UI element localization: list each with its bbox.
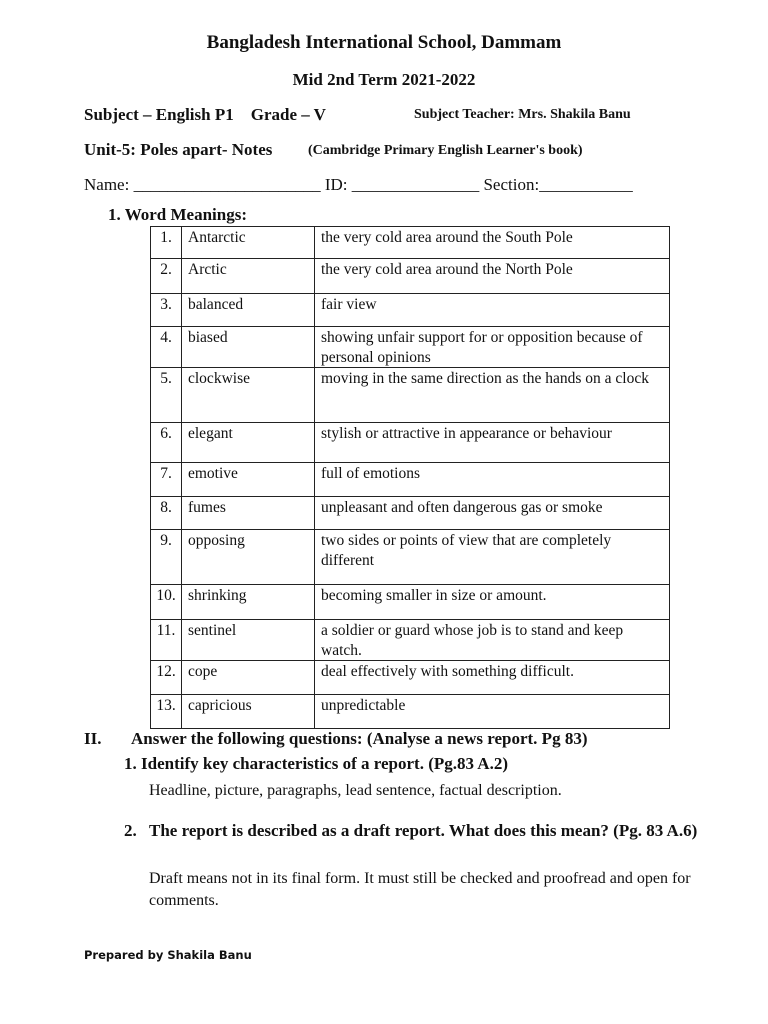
subject-grade: Subject – English P1 Grade – V — [84, 105, 326, 124]
row-meaning: the very cold area around the South Pole — [315, 227, 670, 259]
table-row — [151, 620, 670, 661]
table-row — [151, 368, 670, 423]
row-word: clockwise — [182, 368, 315, 423]
term-title: Mid 2nd Term 2021-2022 — [292, 70, 476, 89]
row-number: 11. — [151, 620, 182, 661]
row-meaning: showing unfair support for or opposition because of personal opinions — [315, 327, 670, 368]
row-word: opposing — [182, 530, 315, 585]
row-meaning: moving in the same direction as the hands on a clock — [315, 368, 670, 423]
row-meaning: a soldier or guard whose job is to stand and keep watch. — [315, 620, 670, 661]
table-row — [151, 463, 670, 497]
word-meanings-title: Word Meanings: — [124, 205, 248, 224]
table-row — [151, 423, 670, 463]
table-row — [151, 585, 670, 620]
question-number: 1. — [124, 754, 137, 773]
row-number: 4. — [151, 327, 182, 368]
row-word: cope — [182, 661, 315, 695]
row-number: 13. — [151, 695, 182, 729]
question-text: Identify key characteristics of a report. (Pg.83 A.2) — [141, 754, 508, 773]
question-text: The report is described as a draft report. What does this mean? (Pg. 83 A.6) — [149, 821, 698, 840]
row-number: 9. — [151, 530, 182, 585]
row-meaning: full of emotions — [315, 463, 670, 497]
unit-title: Unit-5: Poles apart- Notes — [84, 140, 273, 159]
table-row — [151, 661, 670, 695]
row-number: 7. — [151, 463, 182, 497]
row-word: fumes — [182, 497, 315, 530]
row-word: biased — [182, 327, 315, 368]
question-2 — [124, 820, 704, 842]
row-word: sentinel — [182, 620, 315, 661]
row-word: balanced — [182, 294, 315, 327]
row-meaning: becoming smaller in size or amount. — [315, 585, 670, 620]
row-number: 5. — [151, 368, 182, 423]
question-1 — [124, 754, 508, 774]
answer-2: Draft means not in its final form. It must still be checked and proofread and open for comments. — [149, 870, 691, 909]
row-number: 3. — [151, 294, 182, 327]
row-number: 8. — [151, 497, 182, 530]
question-number: 2. — [124, 821, 137, 840]
row-meaning: fair view — [315, 294, 670, 327]
row-word: Arctic — [182, 259, 315, 294]
row-number: 10. — [151, 585, 182, 620]
table-row — [151, 695, 670, 729]
section-two-heading — [84, 729, 587, 749]
school-name: Bangladesh International School, Dammam — [206, 32, 562, 53]
table-row — [151, 497, 670, 530]
word-meanings-number: 1. — [108, 205, 121, 224]
table-row — [151, 327, 670, 368]
row-meaning: stylish or attractive in appearance or behaviour — [315, 423, 670, 463]
row-number: 6. — [151, 423, 182, 463]
row-word: Antarctic — [182, 227, 315, 259]
table-row — [151, 227, 670, 259]
subject-teacher: Subject Teacher: Mrs. Shakila Banu — [414, 107, 631, 122]
name-id-section-line: Name: ______________________ ID: _______________ Section:___________ — [84, 175, 633, 194]
row-number: 12. — [151, 661, 182, 695]
book-reference: (Cambridge Primary English Learner's book) — [308, 143, 583, 158]
section-two-title: Answer the following questions: (Analyse a news report. Pg 83) — [131, 729, 588, 748]
answer-1: Headline, picture, paragraphs, lead sentence, factual description. — [149, 782, 562, 799]
row-word: elegant — [182, 423, 315, 463]
section-roman-numeral: II. — [84, 729, 102, 748]
row-meaning: deal effectively with something difficult. — [315, 661, 670, 695]
row-number: 2. — [151, 259, 182, 294]
row-meaning: unpleasant and often dangerous gas or smoke — [315, 497, 670, 530]
row-meaning: unpredictable — [315, 695, 670, 729]
footer-prepared-by: Prepared by Shakila Banu — [84, 948, 252, 962]
row-word: shrinking — [182, 585, 315, 620]
table-row — [151, 294, 670, 327]
word-meanings-table — [150, 226, 670, 729]
row-word: emotive — [182, 463, 315, 497]
row-meaning: two sides or points of view that are completely different — [315, 530, 670, 585]
table-row — [151, 259, 670, 294]
word-meanings-heading — [108, 205, 247, 225]
row-number: 1. — [151, 227, 182, 259]
row-meaning: the very cold area around the North Pole — [315, 259, 670, 294]
row-word: capricious — [182, 695, 315, 729]
table-row — [151, 530, 670, 585]
